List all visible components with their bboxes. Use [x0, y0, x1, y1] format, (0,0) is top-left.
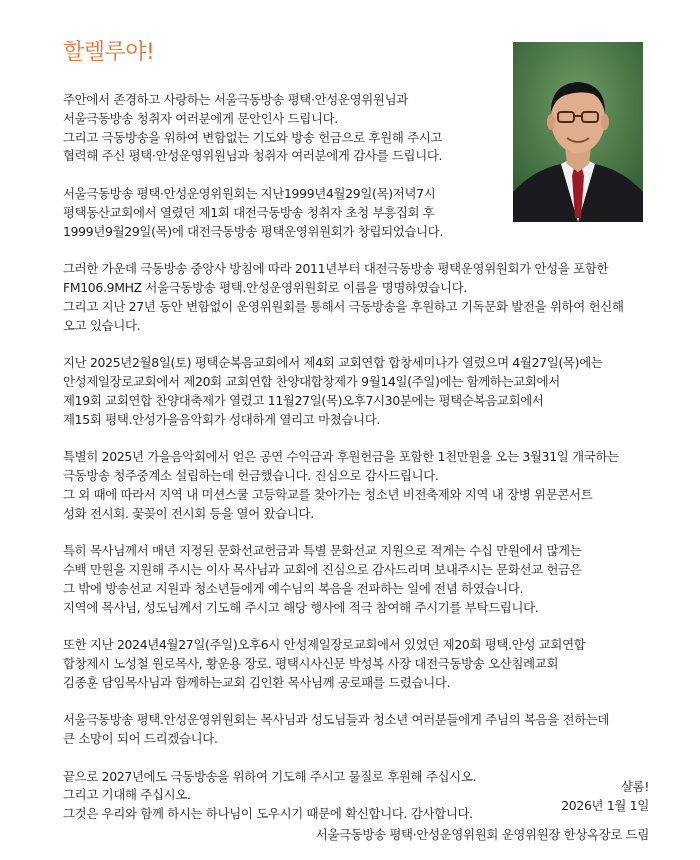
- text-line: 또한 지난 2024년4월27일(주일)오후6시 안성제일장로교회에서 있었던 제20회 평택.안성 교회연합: [63, 637, 586, 653]
- text-line: 제19회 교회연합 찬양대축제가 열렸고 11월27일(목)오후7시30분에는 평택순복음교회에서: [63, 392, 544, 408]
- text-line: 큰 소망이 되어 드리겠습니다.: [63, 731, 218, 747]
- text-line: FM106.9MHZ 서울극동방송 평택.안성운영위원회로 이름을 명명하였습니다.: [63, 279, 468, 295]
- paragraph-history: [63, 185, 700, 241]
- text-line: 오고 있습니다.: [63, 317, 141, 333]
- text-line: 그 외 때에 따라서 지역 내 미션스쿨 고등학교를 찾아가는 청소년 비전축제와 지역 내 장병 위문콘서트: [63, 486, 593, 502]
- text-line: 특히 목사님께서 매년 지정된 문화선교헌금과 특별 문화선교 지원으로 적게는 수십 만원에서 많게는: [63, 543, 582, 559]
- closing-greeting: 샬롬!: [620, 779, 649, 794]
- text-line: 극동방송 청주중계소 설립하는데 헌금했습니다. 진심으로 감사드립니다.: [63, 467, 439, 483]
- text-line: 서울극동방송 청취자 여러분에게 문안인사 드립니다.: [63, 110, 338, 126]
- text-line: 그 밖에 방송선교 지원과 청소년들에게 예수님의 복음을 전파하는 일에 전념 하였습니다.: [63, 580, 524, 596]
- letter-body: [63, 91, 700, 824]
- paragraph-renaming: [63, 260, 700, 335]
- text-line: 협력해 주신 평택·안성운영위원님과 청취자 여러분에게 감사를 드립니다.: [63, 148, 443, 164]
- text-line: 끝으로 2027년에도 극동방송을 위하여 기도해 주시고 물질로 후원해 주십시오.: [63, 768, 477, 784]
- text-line: 주안에서 존경하고 사랑하는 서울극동방송 평택·안성운영위원님과: [63, 92, 408, 107]
- text-line: 그것은 우리와 함께 하시는 하나님이 도우시기 때문에 확신합니다. 감사합니다.: [63, 806, 473, 822]
- text-line: 안성제일장로교회에서 제20회 교회연합 찬양대합창제가 9월14일(주일)에는 함께하는교회에서: [63, 373, 560, 389]
- text-line: 평택동산교회에서 열렸던 제1회 대전극동방송 청취자 초청 부흥집회 후: [63, 204, 435, 220]
- text-line: 그리고 기대해 주십시오.: [63, 787, 191, 803]
- text-line: 제15회 평택.안성가을음악회가 성대하게 열리고 마쳤습니다.: [63, 411, 381, 427]
- paragraph-events-2025: [63, 354, 700, 429]
- paragraph-support: [63, 542, 700, 617]
- paragraph-donation: [63, 448, 700, 523]
- signature-line: 서울극동방송 평택·안성운영위원회 운영위원장 한상옥장로 드림: [315, 827, 649, 842]
- text-line: 그리고 지난 27년 동안 변함없이 운영위원회를 통해서 극동방송을 후원하고 기독문화 발전을 위하여 헌신해: [63, 298, 624, 314]
- text-line: 성화 전시회. 꽃꽂이 전시회 등을 열어 왔습니다.: [63, 505, 314, 521]
- text-line: 1999년9월29일(목)에 대전극동방송 평택운영위원회가 창립되었습니다.: [63, 223, 444, 239]
- text-line: 서울극동방송 평택·안성운영위원회는 지난1999년4월29일(목)저녁7시: [63, 185, 436, 201]
- text-line: 그러한 가운데 극동방송 중앙사 방침에 따라 2011년부터 대전극동방송 평택운영위원회가 안성을 포함한: [63, 261, 609, 277]
- letter-title: 할렐루야!: [63, 40, 155, 65]
- text-line: 합창제시 노성철 원로목사, 황운용 장로. 평택시사신문 박성복 사장 대전극동방송 오산침례교회: [63, 655, 559, 671]
- text-line: 특별히 2025년 가을음악회에서 얻은 공연 수익금과 후원헌금을 포함한 1천만원을 오는 3월31일 개국하는: [63, 449, 619, 465]
- closing-date: 2026년 1월 1일: [561, 797, 649, 813]
- text-line: 지난 2025년2월8일(토) 평택순복음교회에서 제4회 교회연합 합창세미나가 열렸으며 4월27일(목)에는: [63, 355, 603, 371]
- paragraph-awards: [63, 636, 700, 692]
- text-line: 수백 만원을 지원해 주시는 이사 목사님과 교회에 진심으로 감사드리며 보내주시는 문화선교 헌금은: [63, 561, 582, 577]
- closing-block: [561, 778, 649, 816]
- text-line: 지역에 목사님, 성도님께서 기도해 주시고 해당 행사에 적극 참여해 주시기를 부탁드립니다.: [63, 599, 539, 615]
- paragraph-hope: [63, 711, 700, 749]
- text-line: 김종훈 담임목사님과 함께하는교회 김인환 목사님께 공로패를 드렸습니다.: [63, 674, 451, 690]
- paragraph-greeting: [63, 91, 700, 166]
- text-line: 서울극동방송 평택.안성운영위원회는 목사님과 성도님들과 청소년 여러분들에게 주님의 복음을 전하는데: [63, 712, 610, 728]
- text-line: 그리고 극동방송을 위하여 변함없는 기도와 방송 헌금으로 후원해 주시고: [63, 129, 443, 145]
